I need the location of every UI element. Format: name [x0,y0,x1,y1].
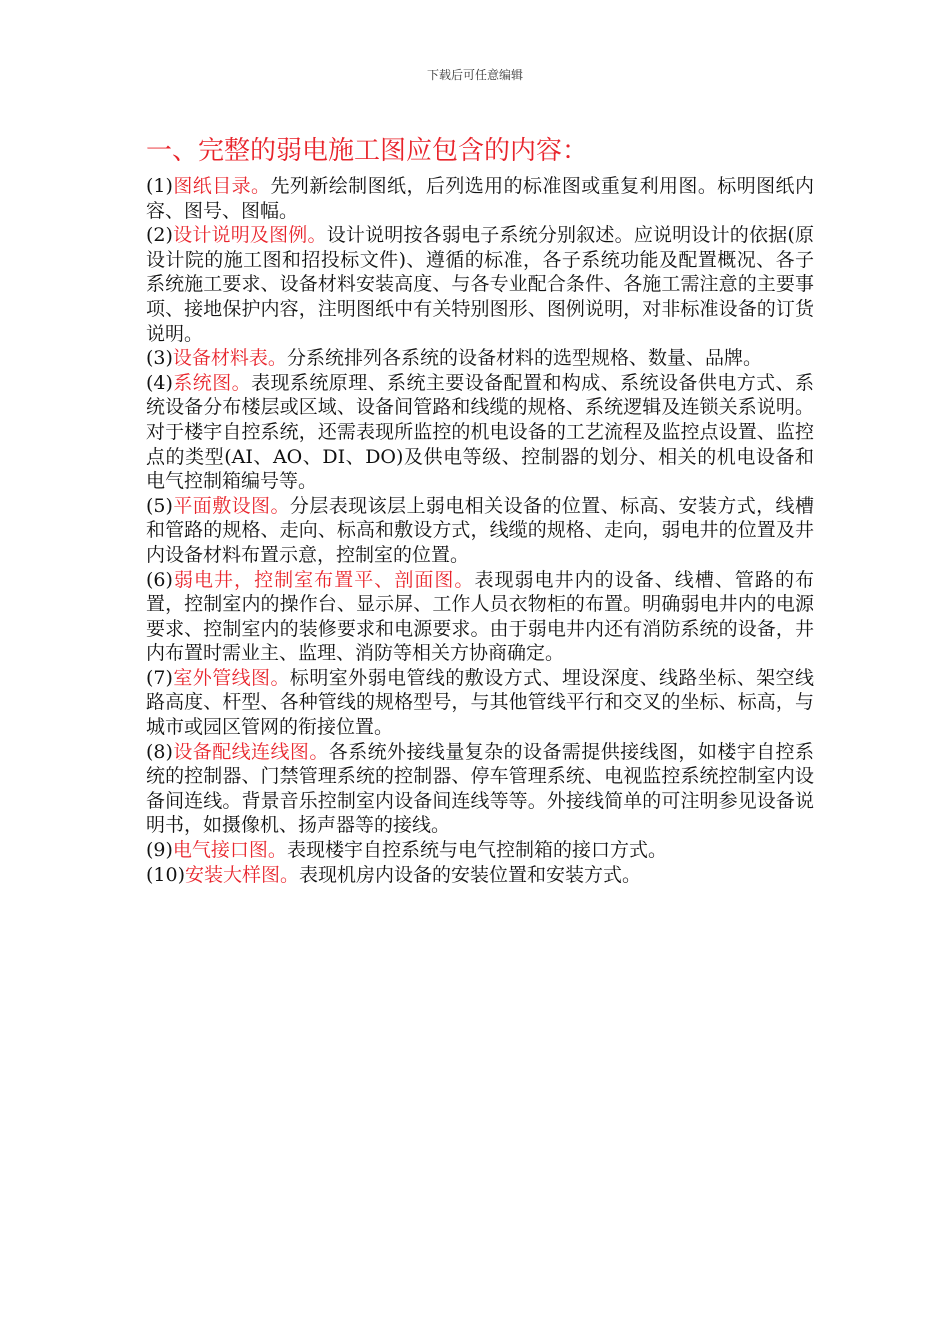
item-number: (6) [146,568,173,591]
item-body: 分系统排列各系统的设备材料的选型规格、数量、品牌。 [286,347,762,370]
item-number: (1) [146,175,173,197]
item-heading: 系统图。 [172,371,252,394]
item-heading: 安装大样图。 [185,863,300,886]
item-number: (5) [146,494,173,517]
item-heading: 设备配线连线图。 [172,740,329,763]
list-item-shaft-control-room [146,568,814,666]
document-title: 一、完整的弱电施工图应包含的内容： [146,136,589,166]
item-heading: 平面敷设图。 [172,494,290,517]
item-heading: 图纸目录。 [172,175,271,197]
item-heading: 设计说明及图例。 [172,224,327,247]
item-number: (2) [146,224,173,247]
item-number: (3) [146,347,173,370]
item-heading: 室外管线图。 [172,666,290,689]
list-item-system-diagram [146,371,814,494]
item-number: (9) [146,839,173,862]
list-item-equipment-table [146,346,814,371]
list-item-design-notes [146,223,814,346]
item-body: 分层表现该层上弱电相关设备的位置、标高、安装方式，线槽和管路的规格、走向、标高和敷设方式，线缆的规格、走向，弱电井的位置及井内设备材料布置示意，控制室的位置。 [146,494,814,566]
list-item-drawing-index [146,174,814,223]
item-body: 各系统外接线量复杂的设备需提供接线图，如楼宇自控系统的控制器、门禁管理系统的控制器、停车管理系统、电视监控系统控制室内设备间连线。背景音乐控制室内设备间连线等等。外接线简单的可注明参见设备说明书，如摄像机、扬声器等的接线。 [146,740,814,837]
item-body: 设计说明按各弱电子系统分别叙述。应说明设计的依据(原设计院的施工图和招投标文件)、遵循的标准，各子系统功能及配置概况、各子系统施工要求、设备材料安装高度、与各专业配合条件、各施工需注意的主要事项、接地保护内容，注明图纸中有关特别图形、图例说明，对非标准设备的订货说明。 [146,224,814,345]
item-body: 表现楼宇自控系统与电气控制箱的接口方式。 [286,839,667,862]
item-number: (4) [146,371,173,394]
item-heading: 设备材料表。 [172,347,287,370]
list-item-outdoor-pipeline [146,666,814,740]
item-body: 标明室外弱电管线的敷设方式、埋设深度、线路坐标、架空线路高度、杆型、各种管线的规格型号，与其他管线平行和交叉的坐标、标高，与城市或园区管网的衔接位置。 [146,666,814,739]
list-item-electrical-interface [146,838,814,863]
item-number: (8) [146,740,173,763]
item-body: 先列新绘制图纸，后列选用的标准图或重复利用图。标明图纸内容、图号、图幅。 [146,175,814,222]
item-number: (7) [146,666,173,689]
page-header-note: 下载后可任意编辑 [426,68,523,82]
item-body: 表现机房内设备的安装位置和安装方式。 [299,863,642,886]
item-heading: 电气接口图。 [172,839,287,862]
item-body: 表现弱电井内的设备、线槽、管路的布置，控制室内的操作台、显示屏、工作人员衣物柜的布置。明确弱电井内的电源要求、控制室内的装修要求和电源要求。由于弱电井内还有消防系统的设备，井内布置时需业主、监理、消防等相关方协商确定。 [146,568,814,665]
item-heading: 弱电井，控制室布置平、剖面图。 [172,568,475,591]
list-item-installation-detail [146,863,814,888]
item-body: 表现系统原理、系统主要设备配置和构成、系统设备供电方式、系统设备分布楼层或区域、设备间管路和线缆的规格、系统逻辑及连锁关系说明。对于楼宇自控系统，还需表现所监控的机电设备的工艺流程及监控点设置、监控点的类型(AI、AO、DI、DO)及供电等级、控制器的划分、相关的机电设备和电气控制箱编号等。 [146,371,814,493]
list-item-floor-layout [146,494,814,568]
list-item-wiring-diagram [146,740,814,838]
item-number: (10) [146,863,186,886]
document-body [146,132,814,887]
